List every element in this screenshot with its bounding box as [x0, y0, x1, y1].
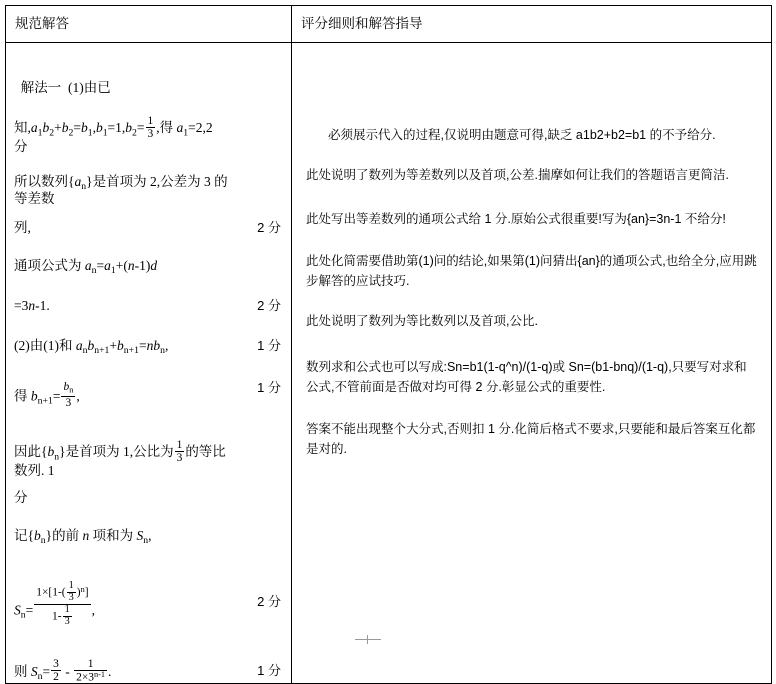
- body-cell-rubric: [292, 42, 772, 684]
- header-cell-left: [6, 6, 292, 43]
- score-mark: 2 分: [257, 220, 281, 236]
- rubric-content: [292, 43, 771, 459]
- body-cell-solution: [6, 42, 292, 684]
- rubric-paragraph: 答案不能出现整个大分式,否则扣 1 分.化简后格式不要求,只要能和最后答案互化都是对的.: [306, 421, 756, 456]
- rubric-paragraph: 此处说明了数列为等差数列以及首项,公差.揣摩如何让我们的答题语言更简洁.: [306, 167, 729, 182]
- solution-line: =3n-1. 2 分: [14, 298, 281, 314]
- solution-line: 通项公式为 $a_n=a_1+(n-1)d$: [14, 258, 158, 277]
- solution-line: 则 $S_n=$ $\frac{3}{2}$ - $\frac{1}{2\times 3^{n-1}}$ . 1 分: [14, 657, 281, 684]
- table-header-row: [6, 6, 772, 43]
- solution-line: 列, 2 分: [14, 220, 281, 236]
- header-label-solution: 规范解答: [15, 16, 69, 31]
- header-label-rubric: 评分细则和解答指导: [301, 16, 423, 31]
- solution-content: [6, 43, 291, 684]
- rubric-paragraph: 此处写出等差数列的通项公式给 1 分.原始公式很重要!写为{an}=3n-1 不给分!: [306, 211, 726, 226]
- document-page: [0, 5, 776, 684]
- solution-line: 记$\{b_n\}$的前 n 项和为 $S_n$,: [14, 528, 152, 547]
- rubric-paragraph: 数列求和公式也可以写成:Sn=b1(1-q^n)/(1-q)或 Sn=(b1-bnq)/(1-q),只要写对求和公式,不管前面是否做对均可得 2 分.彰显公式的重要性.: [306, 359, 747, 394]
- score-mark: 2 分: [257, 594, 281, 610]
- solution-line: 知$,a_1b_2+b_2=b_1,b_1=1,b_2=$ $\frac{1}{3}$ ,得 $a_1=2,2$ 分: [14, 114, 213, 154]
- footer-rule: [355, 639, 381, 640]
- rubric-paragraph: 必须展示代入的过程,仅说明由题意可得,缺乏 a1b2+b2=b1 的不予给分.: [328, 127, 716, 142]
- score-mark: 1 分: [257, 338, 281, 354]
- rubric-paragraph: 此处化简需要借助第(1)问的结论,如果第(1)问猜出{an}的通项公式,也给全分,应用跳步解答的应试技巧.: [306, 253, 757, 288]
- solution-line: $S_n=$ 1×[1-( $\frac{1}{3}$ )$^n$] 1- $\frac{1}{3}$ , 2 分: [14, 580, 281, 627]
- header-cell-right: [292, 6, 772, 43]
- solution-line: (2)由(1)和 $a_nb_{n+1}+b_{n+1}=nb_n$, 1 分: [14, 338, 281, 357]
- page-footer: [0, 635, 776, 647]
- table-body-row: [6, 42, 772, 684]
- solution-line: 得 $b_{n+1}=$ $\frac{b_n}{3}$ , 1 分: [14, 380, 281, 409]
- score-mark: 1 分: [257, 662, 281, 678]
- rubric-paragraph: 此处说明了数列为等比数列以及首项,公比.: [306, 313, 538, 328]
- score-mark: 2 分: [257, 298, 281, 314]
- score-mark: 1 分: [257, 380, 281, 396]
- solution-line: 分: [14, 490, 28, 506]
- solution-line: 解法一 (1)由已: [14, 79, 111, 95]
- solution-line: 因此$\{b_n\}$是首项为 1,公比为 $\frac{1}{3}$ 的等比数列. 1: [14, 438, 226, 478]
- footer-tick: [367, 635, 368, 644]
- solution-line: 所以数列$\{a_n\}$是首项为 2,公差为 3 的等差数: [14, 174, 228, 206]
- grading-table: [5, 5, 772, 684]
